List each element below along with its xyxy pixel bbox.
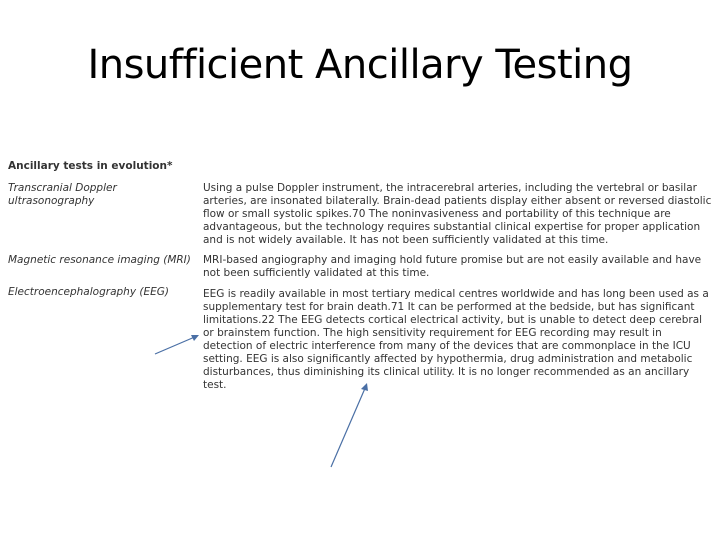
row-text-mri: MRI-based angiography and imaging hold future promise but are not easily available and have not been sufficiently validated at this time. [203, 254, 702, 279]
slide-title: Insufficient Ancillary Testing [87, 42, 633, 88]
ancillary-tests-table [8, 160, 714, 390]
arrow-to-eeg-clinical-utility [331, 383, 368, 467]
row-label-mri: Magnetic resonance imaging (MRI) [8, 254, 191, 266]
table-heading: Ancillary tests in evolution* [8, 160, 173, 172]
row-text-transcranial-doppler: Using a pulse Doppler instrument, the intracerebral arteries, including the vertebral or basilar arteries, are insonated bilaterally. Brain-dead patients display either absent or reversed diastolic flow or small systolic spikes.70 The noninvasiveness and portability of this technique are advantageous, but the technology requires substantial clinical expertise for proper application and is not widely available. It has not been sufficiently validated at this time. [203, 182, 712, 246]
row-label-transcranial-doppler: Transcranial Doppler ultrasonography [8, 182, 117, 207]
row-text-eeg: EEG is readily available in most tertiary medical centres worldwide and has long been used as a supplementary test for brain death.71 It can be performed at the bedside, but has significant limitations.22 The EEG detects cortical electrical activity, but is unable to detect deep cerebral or brainstem function. The high sensitivity requirement for EEG recording may result in detection of electric interference from many of the devices that are commonplace in the ICU setting. EEG is also significantly affected by hypothermia, drug administration and metabolic disturbances, thus diminishing its clinical utility. It is no longer recommended as an ancillary test. [203, 288, 709, 391]
row-label-eeg: Electroencephalography (EEG) [8, 286, 169, 298]
